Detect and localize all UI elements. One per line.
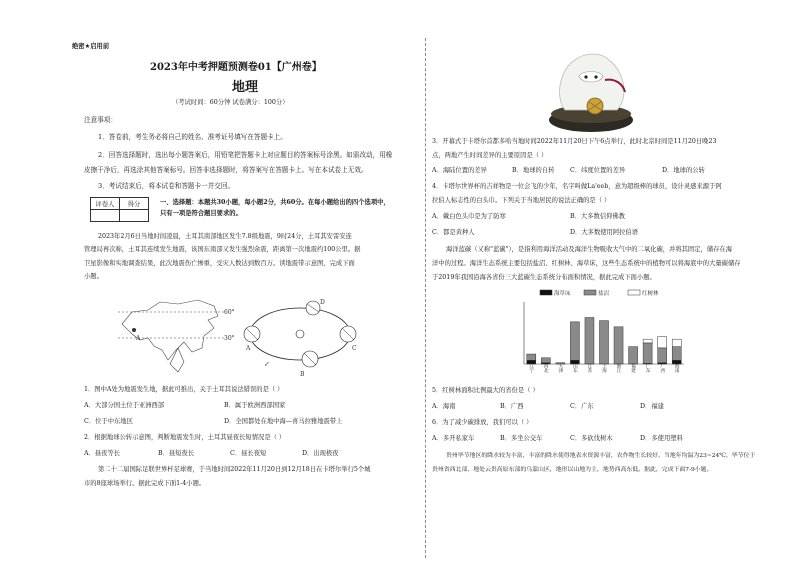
q2-stem: 2．根据地球公转示意图，判断地震发生时，土耳其昼夜长短情况是（ ） bbox=[84, 434, 286, 441]
legend-label: 盐沼 bbox=[598, 291, 610, 297]
q1-stem: 1．图中A处为地震发生地，据此可推出，关于土耳其说法错误的是（ ） bbox=[84, 386, 284, 393]
passage-line: 市的8座球场举行。据此完成下面1-4小题。 bbox=[84, 480, 206, 487]
passage-line: 贵州毕节地区的降水较为丰富，丰富的降水使得地表水资源丰富，农作物生长较好。当地年均温为23~24℃，毕节位于 bbox=[446, 453, 756, 459]
exam-title: 2023年中考押题预测卷01【广州卷】 bbox=[150, 62, 322, 73]
q5-option-b: B．广西 bbox=[500, 403, 524, 410]
q3-option-b: B．地球的自转 bbox=[512, 167, 555, 174]
q3-option-c: C．纬度位置的差异 bbox=[570, 167, 626, 174]
bar-segment bbox=[527, 354, 536, 360]
bar-segment bbox=[585, 318, 594, 365]
section-heading: 只有一项是符合题目要求的。 bbox=[160, 210, 242, 217]
point-label-c: C bbox=[352, 345, 357, 352]
bar-segment bbox=[658, 337, 667, 348]
x-tick-label: 福建 bbox=[630, 363, 636, 373]
chart-bars bbox=[527, 318, 681, 365]
bar-segment bbox=[629, 347, 638, 364]
x-tick-label: 广西 bbox=[659, 363, 665, 373]
legend-swatch bbox=[584, 290, 596, 295]
notes-heading: 注意事项： bbox=[84, 116, 117, 124]
orbit-arrow-icon: ↙ bbox=[264, 360, 270, 368]
passage-line: 于2019年我国沿海各省份三大蓝碳生态系统分布面积情况，据此完成下面小题。 bbox=[432, 274, 656, 281]
bar-segment bbox=[643, 339, 652, 343]
bar-segment bbox=[643, 343, 652, 363]
point-label-a: A bbox=[246, 345, 251, 352]
orbit-ellipse bbox=[250, 308, 350, 360]
earthquake-orbit-figure bbox=[118, 290, 358, 380]
bar-segment bbox=[672, 347, 681, 361]
q6-option-b: B．多坐公交车 bbox=[500, 435, 543, 442]
q2-option-b: B．昼短夜长 bbox=[158, 450, 195, 457]
q2-option-a: A．昼夜等长 bbox=[84, 450, 121, 457]
column-divider bbox=[425, 38, 426, 558]
q3-option-a: A．海陆位置的差异 bbox=[432, 167, 487, 174]
chart-legend bbox=[540, 289, 659, 297]
q3-stem: 3．开幕式于卡塔尔首都多哈当地时间2022年11月20日下午6点举行，此时北京时间是11月20日晚23 bbox=[432, 138, 717, 145]
x-tick-label: 山东 bbox=[572, 363, 578, 373]
passage-line: 卫星影像和实地调查结果，此次地震伤亡惨重，受灾人数达到数百万。读地震带示意图，完成下面 bbox=[84, 260, 355, 267]
turkey-marker bbox=[132, 328, 136, 332]
q4-option-c: C．都是黄种人 bbox=[432, 229, 475, 236]
x-tick-label: 上海 bbox=[601, 363, 607, 373]
blue-carbon-bar-chart bbox=[510, 288, 690, 384]
q5-option-d: D．福建 bbox=[640, 403, 664, 410]
note-item: 皮擦干净后，再选涂其他答案标号。回答非选择题时，将答案写在答题卡上。写在本试卷上无效。 bbox=[84, 166, 368, 174]
passage-line: 洋中的过程。海洋生态系统主要包括盐沼、红树林、海草床，这些生态系统中的植物可以将海底中的大量碳储存 bbox=[432, 260, 741, 267]
q1-option-c: C．位于中东地区 bbox=[84, 418, 133, 425]
q4-option-a: A．戴白色头巾是为了防寒 bbox=[432, 213, 506, 220]
score-table bbox=[90, 197, 149, 222]
q6-option-d: D．多使用塑料 bbox=[640, 435, 683, 442]
q2-option-c: C．昼长夜短 bbox=[230, 450, 267, 457]
bar-segment bbox=[541, 358, 550, 363]
legend-swatch bbox=[628, 290, 640, 295]
q6-option-a: A．多开私家车 bbox=[432, 435, 475, 442]
x-tick-label: 海南 bbox=[674, 363, 680, 373]
point-label-d: D bbox=[320, 299, 325, 306]
q3-stem: 点，两地产生时间差异的主要原因是（ ） bbox=[432, 152, 548, 159]
score-table-header: 评卷人 bbox=[91, 198, 120, 210]
section-heading: 一、选择题：本题共30小题，每小题2分，共60分。在每小题给出的四个选项中， bbox=[160, 199, 390, 206]
earth-position-b bbox=[302, 351, 318, 367]
q5-option-a: A．海南 bbox=[432, 403, 456, 410]
sun-icon bbox=[296, 330, 304, 338]
score-cell bbox=[91, 210, 120, 222]
q1-option-d: D．全国都处在地中海—喜马拉雅地震带上 bbox=[224, 418, 343, 425]
passage-line: 2023年2月6日当地时间凌晨，土耳其南部地区发生7.8级地震，9时24分，土耳其安雷安连 bbox=[98, 233, 352, 240]
legend-label: 红树林 bbox=[642, 291, 659, 297]
passage-line: 第二十二届国际足联世界杯足球赛，于当地时间2022年11月20日到12月18日在卡塔尔举行5个城 bbox=[98, 466, 371, 473]
bar-segment bbox=[570, 322, 579, 360]
q4-stem: 4．卡塔尔世界杯的吉祥物是一位会飞的少年，名字叫做La'eeb，意为超级棒的球员，设计灵感来源于阿 bbox=[432, 183, 722, 190]
x-tick-label: 广东 bbox=[645, 363, 651, 373]
q4-option-d: D．大多数使用阿拉伯语 bbox=[570, 229, 639, 236]
q6-option-c: C．多砍伐树木 bbox=[570, 435, 613, 442]
q6-stem: 6．为了减少碳排放，我们可以（ ） bbox=[432, 419, 533, 426]
passage-line: 管理局再次称，土耳其连续发生地震，该国东南部又发生强烈余震，距离第一次地震约100公里。据 bbox=[84, 246, 361, 253]
lat-label-60: 60° bbox=[224, 309, 235, 316]
q1-option-a: A．大部分国土位于亚洲西部 bbox=[84, 402, 165, 409]
q4-stem: 拉伯人标志性的白头巾。下列关于当地居民的说法正确的是（ ） bbox=[432, 197, 611, 204]
legend-swatch bbox=[540, 290, 552, 295]
q3-option-d: D．地球的公转 bbox=[662, 167, 705, 174]
note-item: 1．答卷前，考生务必将自己的姓名、准考证号填写在答题卡上。 bbox=[98, 133, 287, 141]
x-tick-label: 天津 bbox=[557, 363, 563, 373]
point-label-a-map: A bbox=[136, 335, 141, 342]
exam-info: （考试时间：60分钟 试卷满分：100分） bbox=[172, 99, 289, 106]
bar-segment bbox=[599, 321, 608, 364]
subject-title: 地理 bbox=[232, 80, 259, 95]
q2-option-d: D．出现极夜 bbox=[302, 450, 339, 457]
bar-segment bbox=[672, 339, 681, 346]
score-table-header: 得分 bbox=[120, 198, 149, 210]
x-tick-label: 浙江 bbox=[616, 363, 622, 373]
q5-option-c: C．广东 bbox=[570, 403, 594, 410]
passage-line: 海洋蓝碳（又称"蓝碳"），是指利用海洋活动及海洋生物吸收大气中的二氧化碳，并将其固定，储存在海 bbox=[446, 246, 733, 253]
mascot-image bbox=[545, 40, 637, 134]
note-item: 2．回答选择题时，选出每小题答案后，用铅笔把答题卡上对应题目的答案标号涂黑。如需改动，用橡 bbox=[98, 151, 393, 159]
x-tick-label: 河北 bbox=[543, 363, 549, 373]
secret-label: 绝密★启用前 bbox=[72, 43, 110, 50]
q1-option-b: B．属于欧洲西部国家 bbox=[224, 402, 286, 409]
x-tick-label: 辽宁 bbox=[528, 363, 534, 373]
q4-option-b: B．大多数信仰佛教 bbox=[570, 213, 626, 220]
x-tick-label: 江苏 bbox=[586, 363, 592, 373]
legend-label: 海草床 bbox=[554, 291, 571, 297]
earth-position-a bbox=[244, 326, 260, 342]
earth-position-d bbox=[306, 301, 320, 315]
q5-stem: 5．红树林面积比例最大的省份是（ ） bbox=[432, 387, 539, 394]
point-label-b: B bbox=[300, 371, 305, 378]
earth-position-c bbox=[340, 326, 356, 342]
bar-segment bbox=[658, 348, 667, 363]
note-item: 3．考试结束后，将本试卷和答题卡一并交回。 bbox=[98, 182, 235, 190]
passage-line: 贵州省西北部，地处云贵高原东部的乌蒙山区，地形以山地为主，地势西高东低。据此，完成下面7-9小题。 bbox=[432, 467, 713, 473]
bar-segment bbox=[614, 327, 623, 364]
lat-label-30: 30° bbox=[224, 335, 235, 342]
score-cell bbox=[120, 210, 149, 222]
passage-line: 小题。 bbox=[84, 273, 103, 280]
